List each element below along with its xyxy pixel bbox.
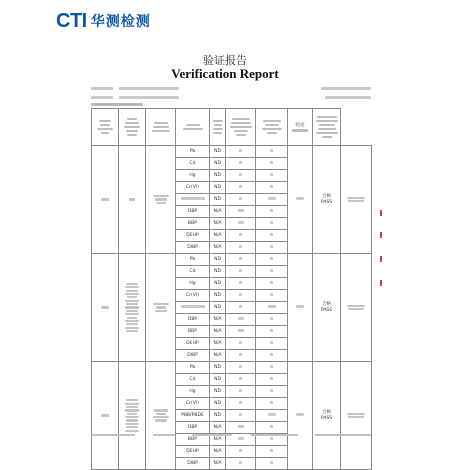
result-cell: ND [210,266,226,278]
footer-complaint-blurred [250,434,298,436]
result-cell: ND [210,254,226,266]
sample-info-blurred [91,103,143,106]
method-cell [256,362,288,374]
method-cell [256,314,288,326]
limit-cell [226,326,256,338]
limit-cell [226,458,256,470]
meta-row-report-no [91,85,371,92]
method-cell [256,410,288,422]
footer-web-blurred [153,434,175,436]
result-cell: N/A [210,446,226,458]
tested-item: DEHP [176,446,210,458]
tested-item: Cd [176,266,210,278]
col-header-standard [256,109,288,146]
method-cell [256,290,288,302]
result-cell: ND [210,386,226,398]
tested-item: DIBP [176,458,210,470]
result-cell: ND [210,374,226,386]
method-cell [256,194,288,206]
limit-cell [226,374,256,386]
conclusion-cell [288,362,313,470]
meta-label-blurred [91,87,113,90]
result-cell: N/A [210,338,226,350]
method-cell [256,302,288,314]
result-cell: ND [210,158,226,170]
limit-cell [226,158,256,170]
tested-item: DBP [176,206,210,218]
limit-cell [226,338,256,350]
method-cell [256,386,288,398]
method-cell [256,350,288,362]
limit-cell [226,266,256,278]
method-cell [256,278,288,290]
results-table [91,108,372,470]
result-cell: ND [210,290,226,302]
limit-cell [226,410,256,422]
limit-cell [226,302,256,314]
tested-item: Pb [176,362,210,374]
result-cell: ND [210,182,226,194]
tested-item: Cr(VI) [176,182,210,194]
footer-contact-line [91,432,371,438]
meta-row-report-no-en [91,94,371,101]
date-cell [341,146,372,254]
result-cell: N/A [210,326,226,338]
sample-desc-cell [146,254,176,362]
tested-item: BBP [176,218,210,230]
limit-cell [226,386,256,398]
col-header-sample-description [146,109,176,146]
result-cell: N/A [210,458,226,470]
limit-cell [226,230,256,242]
sample-name-cell [119,362,146,470]
tested-item: Hg [176,170,210,182]
method-cell [256,182,288,194]
limit-cell [226,350,256,362]
report-title-en: Verification Report [171,66,279,81]
tested-item: Hg [176,278,210,290]
sample-name-cell [119,254,146,362]
method-cell [256,326,288,338]
footer-phone-blurred [91,434,135,436]
logo-latin: CTI [56,9,87,32]
status-cn: 合格 [322,409,331,415]
tested-item: BBP [176,434,210,446]
limit-cell [226,218,256,230]
tested-item: DEHP [176,230,210,242]
limit-cell [226,290,256,302]
result-cell: ND [210,410,226,422]
conclusion-header-label: 结论 [295,122,305,128]
tested-item: DBP [176,422,210,434]
method-cell [256,266,288,278]
tested-item: PBB/PBDE [176,410,210,422]
report-meta [91,85,371,103]
sample-no-cell [92,254,119,362]
result-cell: ND [210,278,226,290]
table-header-row [92,109,372,146]
report-title-cn: 验证报告 [203,54,247,67]
meta-label-blurred [91,96,113,99]
tested-item: Pb [176,254,210,266]
limit-cell [226,182,256,194]
method-cell [256,206,288,218]
limit-cell [226,398,256,410]
conclusion-cell [288,146,313,254]
date-cell [341,254,372,362]
limit-cell [226,254,256,266]
result-cell: N/A [210,206,226,218]
company-logo [56,8,151,34]
col-header-sample-no [92,109,119,146]
status-en: PASS [320,200,333,206]
date-cell [341,362,372,470]
tested-item: DEHP [176,338,210,350]
method-cell [256,254,288,266]
limit-cell [226,362,256,374]
col-header-result-2 [226,109,256,146]
sample-no-cell [92,146,119,254]
result-cell: N/A [210,350,226,362]
status-cn: 合格 [322,193,331,199]
status-cn: 合格 [322,301,331,307]
result-cell: N/A [210,434,226,446]
limit-cell [226,194,256,206]
col-header-receipt-date [313,109,341,146]
meta-value-blurred [119,87,179,90]
limit-cell [226,278,256,290]
sample-no-cell [92,362,119,470]
tested-item: BBP [176,326,210,338]
result-cell: N/A [210,314,226,326]
tested-item: Cd [176,374,210,386]
method-cell [256,158,288,170]
limit-cell [226,314,256,326]
limit-cell [226,206,256,218]
sample-info-line [91,102,143,107]
tested-item: Cr(VI) [176,398,210,410]
result-cell: ND [210,362,226,374]
result-cell: ND [210,398,226,410]
table-row [92,146,372,158]
meta-page-blurred [321,87,371,90]
col-header-result [210,109,226,146]
meta-page-blurred [325,96,371,99]
method-cell [256,374,288,386]
method-cell [256,398,288,410]
status-cell [313,254,341,362]
tested-item: DIBP [176,350,210,362]
table-row [92,254,372,266]
limit-cell [226,242,256,254]
tested-item: DIBP [176,242,210,254]
tested-item: Cr(VI) [176,290,210,302]
result-cell: N/A [210,218,226,230]
method-cell [256,230,288,242]
table-row [92,362,372,374]
status-cell [313,362,341,470]
method-cell [256,446,288,458]
conclusion-cell [288,254,313,362]
limit-cell [226,146,256,158]
method-cell [256,170,288,182]
logo-chinese: 华测检测 [90,14,151,30]
tested-item: Hg [176,386,210,398]
tested-item: Pb [176,146,210,158]
footer-email-blurred [192,434,232,436]
limit-cell [226,170,256,182]
result-cell: ND [210,302,226,314]
result-cell: ND [210,170,226,182]
method-cell [256,242,288,254]
result-cell: N/A [210,242,226,254]
sample-name-cell [119,146,146,254]
col-header-tested-items [176,109,210,146]
status-en: PASS [320,416,333,422]
result-cell: ND [210,194,226,206]
edge-seal-mark [380,232,382,238]
tested-item [176,194,210,206]
sample-desc-cell [146,362,176,470]
result-cell: ND [210,146,226,158]
method-cell [256,458,288,470]
meta-value-blurred [119,96,179,99]
footer-complaint-email-blurred [315,434,371,436]
sample-desc-cell [146,146,176,254]
col-header-sample-name [119,109,146,146]
tested-item: DBP [176,314,210,326]
edge-seal-mark [380,256,382,262]
result-cell: N/A [210,422,226,434]
limit-cell [226,446,256,458]
tested-item [176,302,210,314]
status-cell [313,146,341,254]
method-cell [256,218,288,230]
tested-item: Cd [176,158,210,170]
edge-seal-mark [380,280,382,286]
method-cell [256,338,288,350]
col-header-conclusion [288,109,313,146]
result-cell: N/A [210,230,226,242]
method-cell [256,146,288,158]
status-en: PASS [320,308,333,314]
edge-seal-mark [380,210,382,216]
